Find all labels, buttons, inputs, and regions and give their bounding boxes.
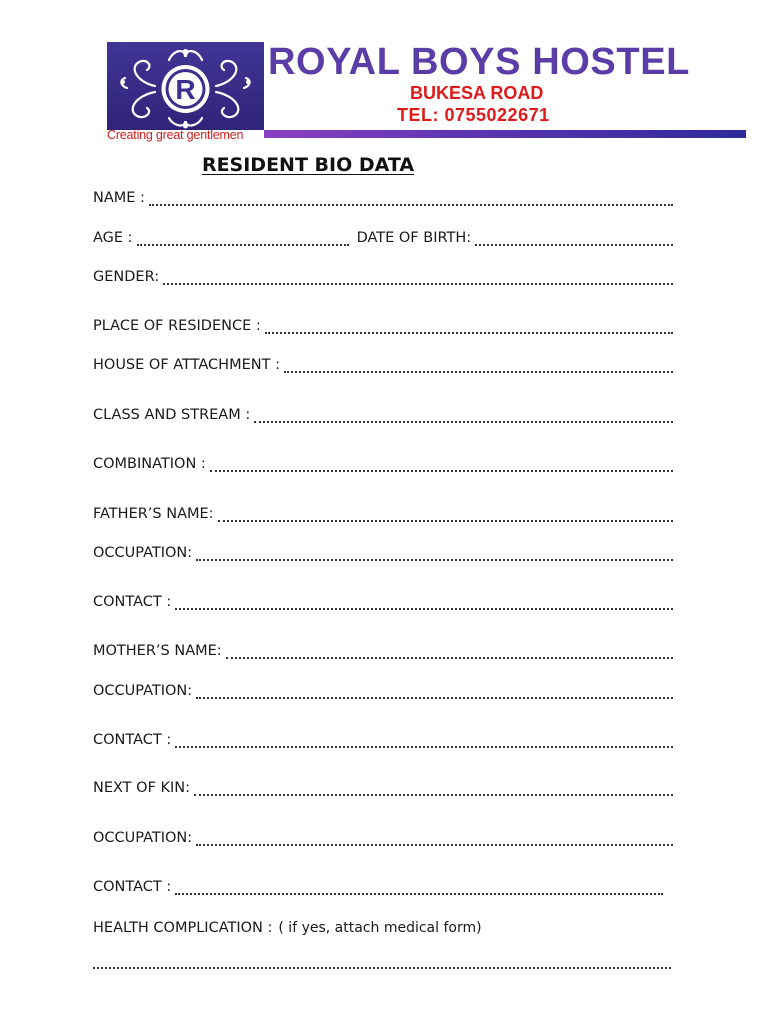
field-father-occupation-input[interactable] bbox=[196, 558, 673, 561]
field-father-contact-input[interactable] bbox=[175, 607, 673, 610]
field-father-name bbox=[93, 506, 673, 526]
field-dob-label: DATE OF BIRTH: bbox=[356, 230, 472, 246]
field-father-name-label: FATHER’S NAME: bbox=[93, 506, 214, 522]
field-health-note: ( if yes, attach medical form) bbox=[278, 920, 482, 936]
field-mother-name-input[interactable] bbox=[226, 656, 673, 659]
field-gender bbox=[93, 269, 673, 289]
hostel-name: ROYAL BOYS HOSTEL bbox=[268, 41, 690, 83]
field-mother-occupation-input[interactable] bbox=[196, 696, 673, 699]
letterhead bbox=[0, 0, 768, 145]
field-house bbox=[93, 357, 673, 377]
field-health-label: HEALTH COMPLICATION : bbox=[93, 920, 273, 936]
hostel-address: BUKESA ROAD bbox=[410, 83, 544, 103]
hostel-tagline: Creating great gentlemen bbox=[107, 128, 244, 142]
field-next-of-kin bbox=[93, 780, 673, 800]
field-father-name-input[interactable] bbox=[218, 519, 673, 522]
field-mother-occupation-label: OCCUPATION: bbox=[93, 683, 193, 699]
field-class-stream bbox=[93, 407, 673, 427]
field-father-occupation-label: OCCUPATION: bbox=[93, 545, 193, 561]
field-name-input[interactable] bbox=[149, 203, 673, 206]
field-mother-name bbox=[93, 643, 673, 663]
field-kin-contact bbox=[93, 879, 673, 899]
field-kin-contact-input[interactable] bbox=[175, 892, 663, 895]
field-residence bbox=[93, 318, 673, 338]
field-residence-label: PLACE OF RESIDENCE : bbox=[93, 318, 261, 334]
field-mother-contact bbox=[93, 732, 673, 752]
field-next-of-kin-label: NEXT OF KIN: bbox=[93, 780, 191, 796]
field-age-input[interactable] bbox=[137, 243, 349, 246]
document-title-text: RESIDENT BIO DATA bbox=[201, 154, 415, 176]
field-kin-occupation bbox=[93, 830, 673, 850]
field-health-input[interactable] bbox=[93, 966, 671, 969]
field-combination-input[interactable] bbox=[210, 469, 673, 472]
crest-icon bbox=[107, 42, 264, 130]
field-gender-label: GENDER: bbox=[93, 269, 160, 285]
field-health bbox=[93, 920, 673, 940]
field-combination-label: COMBINATION : bbox=[93, 456, 206, 472]
field-house-label: HOUSE OF ATTACHMENT : bbox=[93, 357, 280, 373]
hostel-logo bbox=[107, 42, 264, 130]
field-kin-contact-label: CONTACT : bbox=[93, 879, 172, 895]
field-name bbox=[93, 190, 673, 210]
field-mother-occupation bbox=[93, 683, 673, 703]
field-father-occupation bbox=[93, 545, 673, 565]
field-gender-input[interactable] bbox=[163, 282, 673, 285]
field-kin-occupation-label: OCCUPATION: bbox=[93, 830, 193, 846]
field-kin-occupation-input[interactable] bbox=[196, 843, 673, 846]
field-mother-contact-label: CONTACT : bbox=[93, 732, 172, 748]
hostel-phone: TEL: 0755022671 bbox=[397, 105, 550, 125]
field-mother-name-label: MOTHER’S NAME: bbox=[93, 643, 222, 659]
field-father-contact-label: CONTACT : bbox=[93, 594, 172, 610]
field-combination bbox=[93, 456, 673, 476]
field-mother-contact-input[interactable] bbox=[175, 745, 673, 748]
field-age-dob bbox=[93, 230, 673, 250]
field-class-stream-label: CLASS AND STREAM : bbox=[93, 407, 251, 423]
field-dob-input[interactable] bbox=[475, 243, 673, 246]
header-divider bbox=[264, 130, 746, 138]
field-residence-input[interactable] bbox=[265, 331, 673, 334]
field-house-input[interactable] bbox=[284, 370, 673, 373]
field-class-stream-input[interactable] bbox=[254, 420, 673, 423]
document-title bbox=[0, 154, 768, 176]
field-father-contact bbox=[93, 594, 673, 614]
field-name-label: NAME : bbox=[93, 190, 145, 206]
field-age-label: AGE : bbox=[93, 230, 133, 246]
logo-letter: R bbox=[175, 74, 196, 105]
field-next-of-kin-input[interactable] bbox=[194, 793, 673, 796]
